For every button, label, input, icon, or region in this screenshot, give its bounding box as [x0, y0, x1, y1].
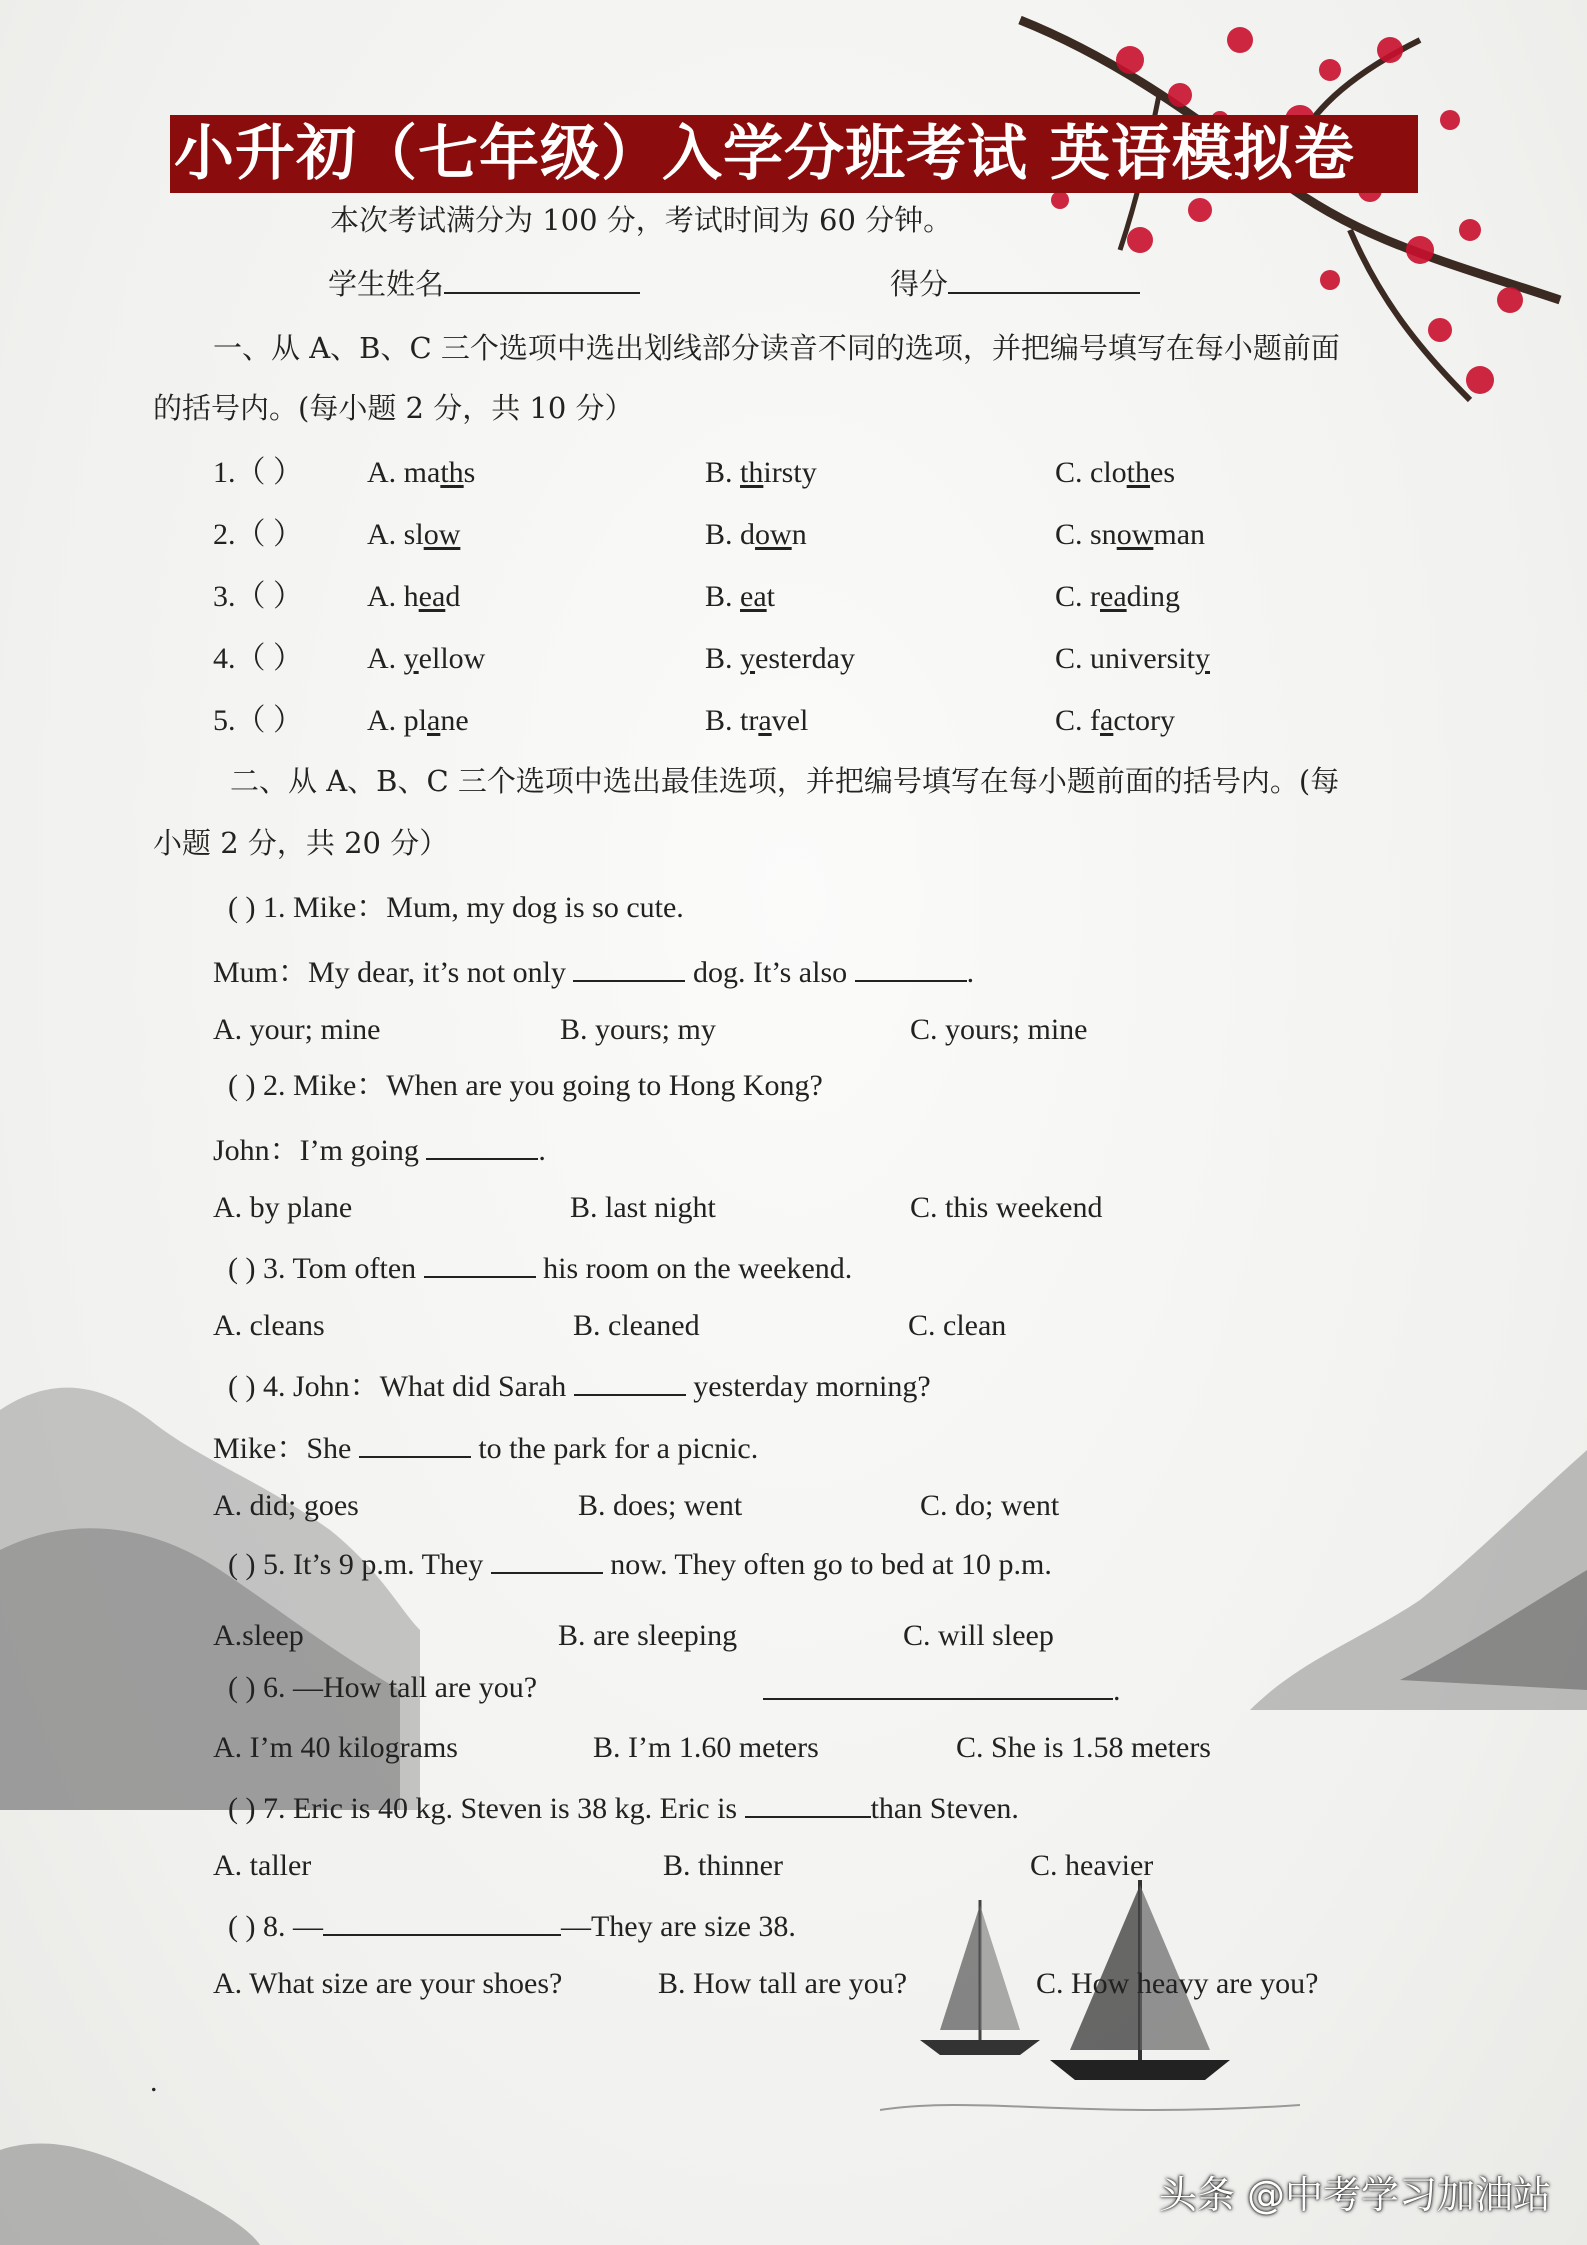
option-b: [705, 517, 807, 553]
option-text: C. r: [1055, 580, 1100, 613]
q4-text-d: to the park for a picnic.: [478, 1432, 759, 1465]
option-text: B. d: [705, 518, 756, 551]
q6-option-a: A. I’m 40 kilograms: [213, 1731, 458, 1764]
option-text: man: [1153, 518, 1206, 551]
option-a: [367, 703, 469, 739]
watermark: 头条 @中考学习加油站: [1158, 2173, 1551, 2217]
option-text: A.: [367, 642, 404, 675]
option-text: A. h: [367, 580, 419, 613]
q4-text-b: yesterday morning?: [693, 1370, 931, 1403]
option-text: B.: [705, 642, 741, 675]
option-a: [367, 517, 460, 553]
q4-option-b: B. does; went: [578, 1489, 743, 1522]
question-number-text: 4.（ ）: [213, 642, 303, 675]
q6-blank[interactable]: [763, 1670, 1113, 1700]
option-c: [1055, 455, 1175, 491]
q5-option-c: C. will sleep: [903, 1619, 1054, 1652]
option-text: A. sl: [367, 518, 424, 551]
question-number-text: 5.（ ）: [213, 704, 303, 737]
option-text: C. sn: [1055, 518, 1117, 551]
option-a: [367, 579, 460, 615]
question-number: [213, 455, 303, 491]
q4-text-a: ( ) 4. John：What did Sarah: [228, 1370, 567, 1403]
question-8-stem: [228, 1906, 796, 1945]
q5-blank[interactable]: [491, 1544, 603, 1574]
student-name-label: 学生姓名: [328, 267, 445, 301]
question-3-stem: [228, 1248, 852, 1287]
option-text: C. f: [1055, 704, 1100, 737]
underlined-letters: th: [440, 456, 464, 489]
question-4-line2: [213, 1428, 758, 1467]
question-6-stem: ( ) 6. —How tall are you?: [228, 1671, 538, 1704]
section2-instruction-line1: 二、从 A、B、C 三个选项中选出最佳选项，并把编号填写在每小题前面的括号内。(每: [230, 764, 1340, 798]
section2-instruction-line2: 小题 2 分，共 20 分）: [153, 826, 449, 860]
q8-option-a: A. What size are your shoes?: [213, 1967, 563, 2000]
q2-text-b: .: [538, 1134, 546, 1167]
underlined-letters: y: [1195, 642, 1210, 675]
q5-text-b: now. They often go to bed at 10 p.m.: [610, 1548, 1052, 1581]
q2-text-a: John：I’m going: [213, 1134, 419, 1167]
sailboats-decoration: [880, 1880, 1300, 2140]
underlined-letters: y: [740, 642, 756, 675]
option-text: B.: [705, 456, 741, 489]
option-text: n: [791, 518, 807, 551]
exam-intro: 本次考试满分为 100 分，考试时间为 60 分钟。: [330, 203, 953, 237]
question-2-stem: ( ) 2. Mike：When are you going to Hong Kong?: [228, 1069, 823, 1102]
q7-option-a: A. taller: [213, 1849, 312, 1882]
option-text: B. tr: [705, 704, 759, 737]
question-1-line2: [213, 952, 974, 991]
option-c: [1055, 517, 1205, 553]
student-name-field[interactable]: [328, 264, 640, 302]
option-text: ding: [1126, 580, 1180, 613]
underlined-letters: a: [1100, 704, 1114, 737]
q1-blank-2[interactable]: [855, 952, 967, 982]
q1-option-c: C. yours; mine: [910, 1013, 1088, 1046]
stray-mark: .: [150, 2065, 158, 2098]
option-text: C. universit: [1055, 642, 1195, 675]
option-text: A. ma: [367, 456, 441, 489]
q8-blank[interactable]: [323, 1906, 561, 1936]
q4-blank-2[interactable]: [359, 1428, 471, 1458]
student-name-blank[interactable]: [444, 264, 640, 294]
score-field[interactable]: [890, 264, 1140, 302]
q6-option-c: C. She is 1.58 meters: [956, 1731, 1211, 1764]
score-label: 得分: [890, 267, 949, 301]
q1-option-a: A. your; mine: [213, 1013, 381, 1046]
q2-blank[interactable]: [426, 1130, 538, 1160]
q1-text-c: .: [966, 956, 975, 989]
question-2-line2: [213, 1130, 546, 1169]
option-text: A. pl: [367, 704, 427, 737]
underlined-letters: ea: [418, 580, 446, 613]
q8-option-c: C. How heavy are you?: [1036, 1967, 1319, 2000]
option-b: [705, 641, 855, 677]
q5-option-a: A.sleep: [213, 1619, 304, 1652]
q3-blank[interactable]: [424, 1248, 536, 1278]
question-number: [213, 579, 303, 615]
q2-option-b: B. last night: [570, 1191, 716, 1224]
underlined-letters: th: [1126, 456, 1151, 489]
question-5-stem: [228, 1544, 1052, 1583]
underlined-letters: th: [740, 456, 764, 489]
option-text: d: [445, 580, 461, 613]
option-text: C. clo: [1055, 456, 1127, 489]
option-text: B.: [705, 580, 741, 613]
question-number: [213, 517, 303, 553]
section1-instruction-line1: 一、从 A、B、C 三个选项中选出划线部分读音不同的选项，并把编号填写在每小题前面: [213, 331, 1340, 365]
question-1-stem: ( ) 1. Mike：Mum, my dog is so cute.: [228, 891, 684, 924]
q1-text-a: Mum：My dear, it’s not only: [213, 956, 566, 989]
q1-option-b: B. yours; my: [560, 1013, 716, 1046]
option-text: t: [766, 580, 775, 613]
question-number: [213, 703, 303, 739]
underlined-letters: ow: [1116, 518, 1154, 551]
underlined-letters: a: [758, 704, 772, 737]
q6-end: .: [1113, 1674, 1121, 1707]
option-c: [1055, 579, 1180, 615]
option-text: vel: [771, 704, 809, 737]
option-c: [1055, 703, 1175, 739]
q4-option-a: A. did; goes: [213, 1489, 359, 1522]
underlined-letters: a: [427, 704, 441, 737]
question-4-stem: [228, 1366, 931, 1405]
ink-mountain-bottom-left: [0, 2110, 260, 2245]
q5-option-b: B. are sleeping: [558, 1619, 738, 1652]
q3-option-c: C. clean: [908, 1309, 1007, 1342]
question-number-text: 2.（ ）: [213, 518, 303, 551]
option-text: ctory: [1113, 704, 1175, 737]
score-blank[interactable]: [948, 264, 1140, 294]
question-number-text: 3.（ ）: [213, 580, 303, 613]
section1-instruction-line2: 的括号内。(每小题 2 分，共 10 分）: [153, 391, 634, 425]
underlined-letters: ea: [740, 580, 767, 613]
q3-text-a: ( ) 3. Tom often: [228, 1252, 417, 1285]
underlined-letters: y: [403, 642, 419, 675]
question-7-stem: [228, 1788, 1019, 1827]
q4-blank-1[interactable]: [574, 1366, 686, 1396]
question-number-text: 1.（ ）: [213, 456, 303, 489]
q6-answer-line: [763, 1670, 1121, 1709]
option-a: [367, 641, 485, 677]
q8-text-b: —They are size 38.: [560, 1910, 796, 1943]
underlined-letters: ow: [755, 518, 792, 551]
option-c: [1055, 641, 1210, 677]
q7-blank[interactable]: [745, 1788, 871, 1818]
option-b: [705, 703, 808, 739]
page-title: 小升初（七年级）入学分班考试 英语模拟卷: [170, 115, 1418, 193]
option-text: s: [463, 456, 476, 489]
q2-option-a: A. by plane: [213, 1191, 353, 1224]
q4-text-c: Mike：She: [213, 1432, 352, 1465]
underlined-letters: ow: [423, 518, 461, 551]
option-text: es: [1150, 456, 1176, 489]
q3-text-b: his room on the weekend.: [543, 1252, 853, 1285]
q6-option-b: B. I’m 1.60 meters: [593, 1731, 819, 1764]
q8-text-a: ( ) 8. —: [228, 1910, 323, 1943]
q8-option-b: B. How tall are you?: [658, 1967, 908, 2000]
q7-option-b: B. thinner: [663, 1849, 783, 1882]
q1-blank-1[interactable]: [573, 952, 685, 982]
option-b: [705, 455, 817, 491]
q3-option-a: A. cleans: [213, 1309, 325, 1342]
q7-option-c: C. heavier: [1030, 1849, 1154, 1882]
q2-option-c: C. this weekend: [910, 1191, 1103, 1224]
question-number: [213, 641, 303, 677]
q4-option-c: C. do; went: [920, 1489, 1060, 1522]
q7-text-b: than Steven.: [870, 1792, 1019, 1825]
q5-text-a: ( ) 5. It’s 9 p.m. They: [228, 1548, 484, 1581]
option-a: [367, 455, 475, 491]
option-text: esterday: [755, 642, 855, 675]
option-text: irsty: [763, 456, 817, 489]
option-text: ellow: [418, 642, 486, 675]
underlined-letters: ea: [1100, 580, 1127, 613]
q7-text-a: ( ) 7. Eric is 40 kg. Steven is 38 kg. Eric is: [228, 1792, 738, 1825]
q3-option-b: B. cleaned: [573, 1309, 700, 1342]
option-b: [705, 579, 775, 615]
q1-text-b: dog. It’s also: [692, 956, 848, 989]
option-text: ne: [440, 704, 469, 737]
